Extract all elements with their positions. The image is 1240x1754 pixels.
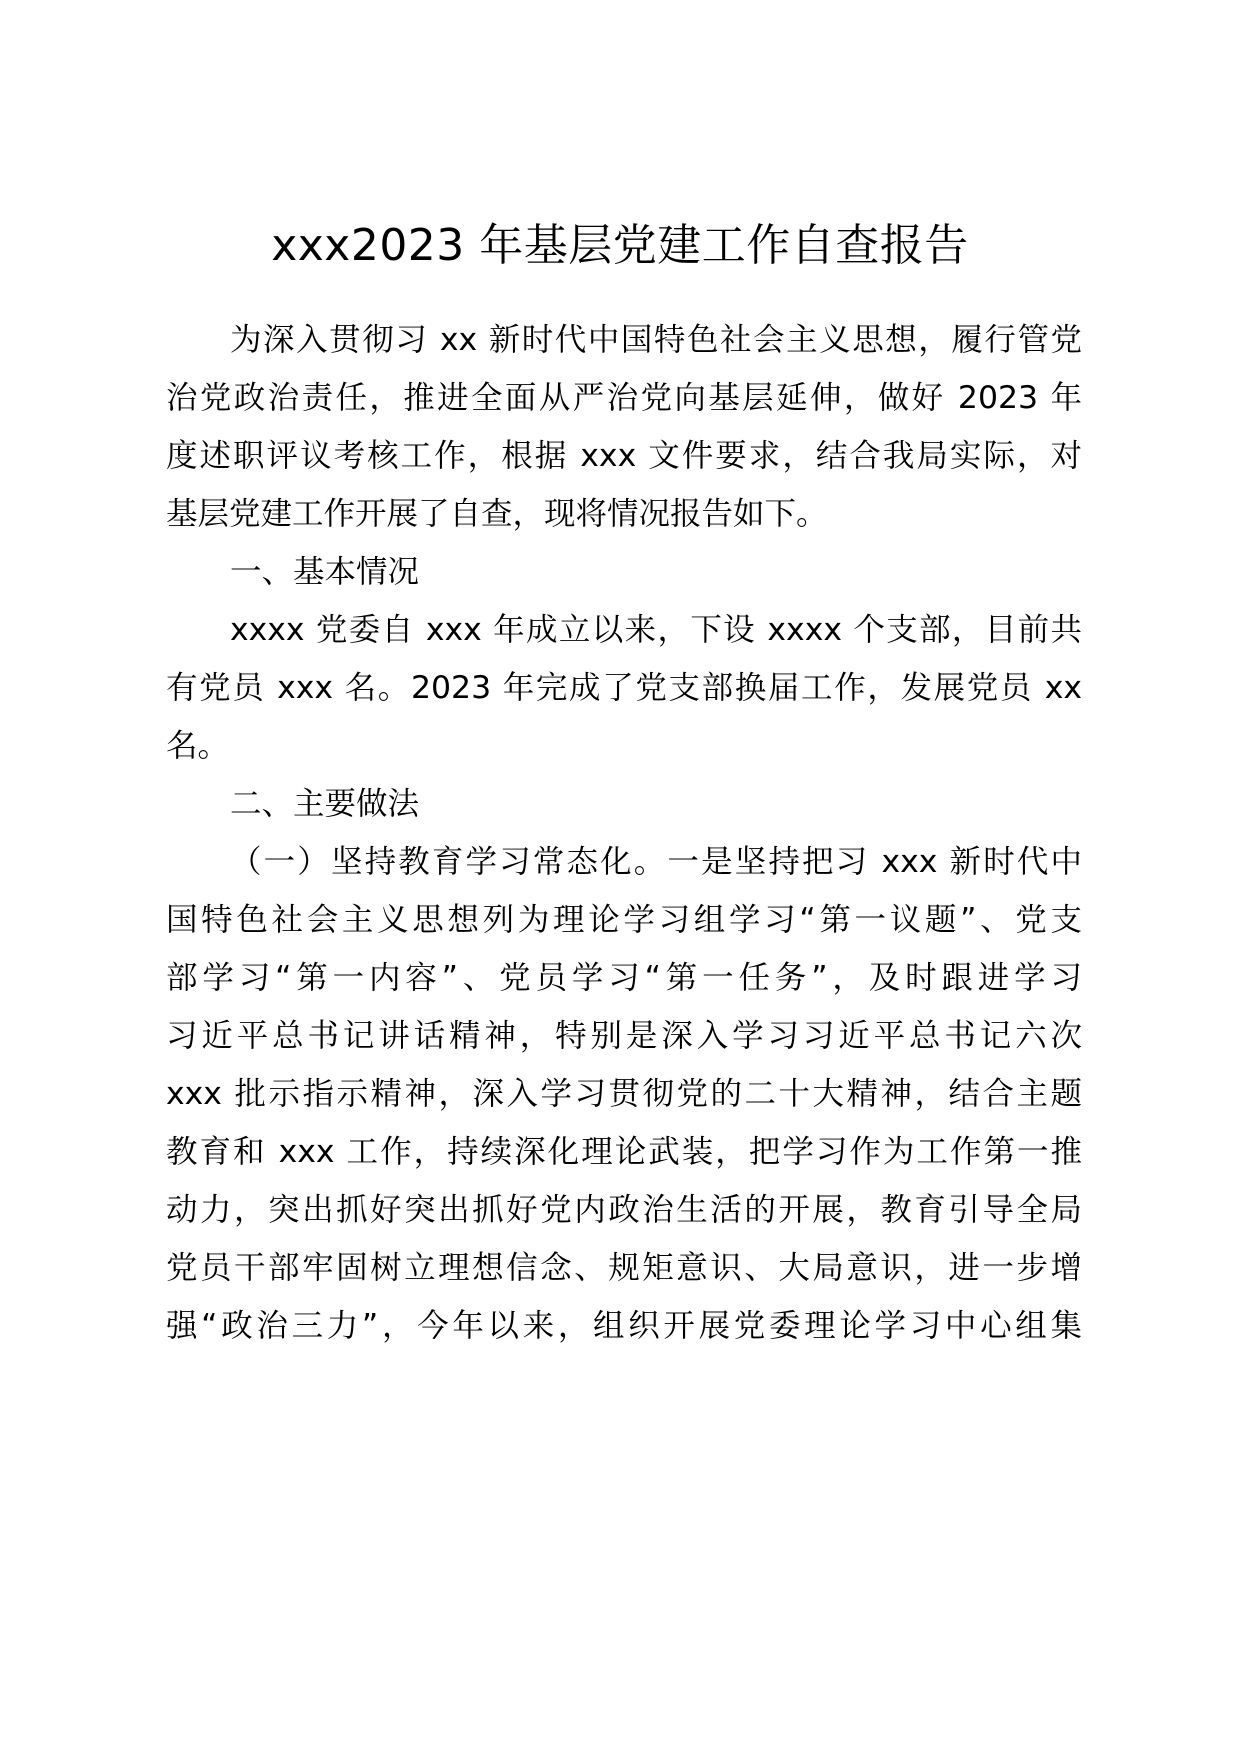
section-heading: 二、主要做法 [230,786,420,822]
paragraph-line: 部学习“第一内容”、党员学习“第一任务”，及时跟进学习 [166,960,1082,996]
paragraph-line: 动力，突出抓好突出抓好党内政治生活的开展，教育引导全局 [166,1192,1082,1228]
paragraph-line: xxxx 党委自 xxx 年成立以来，下设 xxxx 个支部，目前共 [230,612,1082,648]
paragraph-line: 强“政治三力”，今年以来，组织开展党委理论学习中心组集 [166,1308,1082,1344]
paragraph-line: 有党员 xxx 名。2023 年完成了党支部换届工作，发展党员 xx [166,670,1082,706]
paragraph-line: 度述职评议考核工作，根据 xxx 文件要求，结合我局实际，对 [166,438,1082,474]
paragraph-line: 为深入贯彻习 xx 新时代中国特色社会主义思想，履行管党 [230,322,1082,358]
paragraph-line: xxx 批示指示精神，深入学习贯彻党的二十大精神，结合主题 [166,1076,1082,1112]
paragraph-line: 教育和 xxx 工作，持续深化理论武装，把学习作为工作第一推 [166,1134,1082,1170]
paragraph-line: 习近平总书记讲话精神，特别是深入学习习近平总书记六次 [166,1018,1082,1054]
paragraph-line: （一）坚持教育学习常态化。一是坚持把习 xxx 新时代中 [230,844,1082,880]
paragraph-line: 党员干部牢固树立理想信念、规矩意识、大局意识，进一步增 [166,1250,1082,1286]
paragraph-line: 国特色社会主义思想列为理论学习组学习“第一议题”、党支 [166,902,1082,938]
paragraph-line: 名。 [166,728,230,764]
section-heading: 一、基本情况 [230,554,420,590]
paragraph-line: 治党政治责任，推进全面从严治党向基层延伸，做好 2023 年 [166,380,1082,416]
paragraph-line: 基层党建工作开展了自查，现将情况报告如下。 [166,496,828,532]
document-title: xxx2023 年基层党建工作自查报告 [271,220,969,271]
